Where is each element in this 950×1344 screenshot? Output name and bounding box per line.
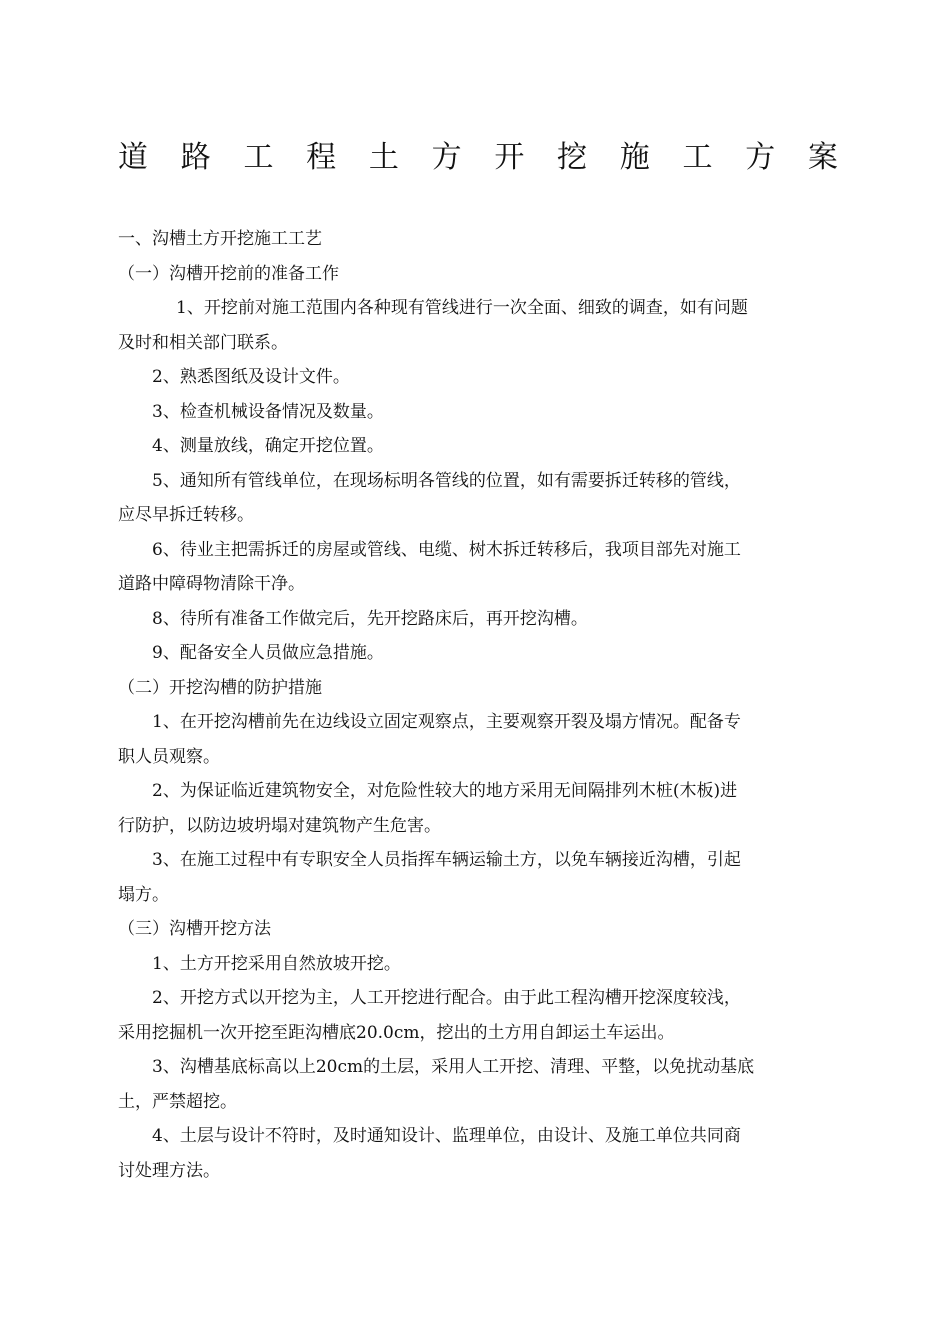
paragraph-line: 3、在施工过程中有专职安全人员指挥车辆运输土方，以免车辆接近沟槽，引起 <box>152 850 741 870</box>
paragraph <box>118 429 834 464</box>
section-heading: （二）开挖沟槽的防护措施 <box>118 677 322 698</box>
paragraph-line: 4、测量放线，确定开挖位置。 <box>152 436 384 456</box>
title-char: 路 <box>180 140 211 175</box>
paragraph <box>118 291 834 360</box>
paragraph-line: 5、通知所有管线单位，在现场标明各管线的位置，如有需要拆迁转移的管线， <box>152 470 741 491</box>
document-title <box>118 135 838 181</box>
paragraph-line: 1、土方开挖采用自然放坡开挖。 <box>152 953 401 974</box>
paragraph <box>118 981 834 1050</box>
paragraph-line: 讨处理方法。 <box>118 1160 220 1181</box>
paragraph <box>118 602 834 637</box>
paragraph-line: 2、为保证临近建筑物安全，对危险性较大的地方采用无间隔排列木桩(木板)进 <box>152 781 738 801</box>
paragraph-line: 塌方。 <box>118 884 169 905</box>
paragraph <box>118 464 834 533</box>
paragraph-line: 土，严禁超挖。 <box>118 1091 237 1112</box>
title-char: 方 <box>745 140 776 175</box>
paragraph-line: 采用挖掘机一次开挖至距沟槽底20.0cm，挖出的土方用自卸运土车运出。 <box>118 1022 675 1043</box>
paragraph <box>118 947 834 982</box>
paragraph-line: 道路中障碍物清除干净。 <box>118 574 305 594</box>
section-heading: （三）沟槽开挖方法 <box>118 919 271 939</box>
title-char: 开 <box>494 140 525 175</box>
title-char: 方 <box>431 140 462 175</box>
paragraph-line: 4、土层与设计不符时，及时通知设计、监理单位，由设计、及施工单位共同商 <box>152 1126 741 1146</box>
document-body <box>118 222 834 1188</box>
paragraph-line: 及时和相关部门联系。 <box>118 332 288 353</box>
title-char: 施 <box>619 140 650 175</box>
title-char: 工 <box>243 140 274 175</box>
paragraph-line: 1、开挖前对施工范围内各种现有管线进行一次全面、细致的调查，如有问题 <box>176 298 748 318</box>
paragraph <box>118 843 834 912</box>
paragraph-line: 2、熟悉图纸及设计文件。 <box>152 367 350 387</box>
paragraph-line: 行防护，以防边坡坍塌对建筑物产生危害。 <box>118 815 441 836</box>
title-char: 案 <box>807 140 838 175</box>
paragraph-line: 职人员观察。 <box>118 746 220 767</box>
paragraph-line: 6、待业主把需拆迁的房屋或管线、电缆、树木拆迁转移后，我项目部先对施工 <box>152 539 741 560</box>
section-heading: （一）沟槽开挖前的准备工作 <box>118 263 339 284</box>
paragraph-line: 8、待所有准备工作做完后，先开挖路床后，再开挖沟槽。 <box>152 608 588 629</box>
paragraph <box>118 360 834 395</box>
paragraph-line: 9、配备安全人员做应急措施。 <box>152 643 384 663</box>
paragraph-line: 3、检查机械设备情况及数量。 <box>152 401 384 422</box>
paragraph-line: 1、在开挖沟槽前先在边线设立固定观察点，主要观察开裂及塌方情况。配备专 <box>152 712 741 732</box>
title-char: 道 <box>118 140 148 175</box>
title-char: 工 <box>682 140 713 175</box>
paragraph <box>118 636 834 671</box>
paragraph <box>118 1119 834 1188</box>
paragraph-line: 应尽早拆迁转移。 <box>118 505 254 525</box>
paragraph-line: 2、开挖方式以开挖为主，人工开挖进行配合。由于此工程沟槽开挖深度较浅， <box>152 988 741 1008</box>
paragraph <box>118 774 834 843</box>
paragraph <box>118 395 834 430</box>
paragraph-line: 3、沟槽基底标高以上20cm的土层，采用人工开挖、清理、平整，以免扰动基底 <box>152 1057 755 1077</box>
section-heading: 一、沟槽土方开挖施工工艺 <box>118 229 322 249</box>
title-char: 程 <box>306 140 337 175</box>
paragraph <box>118 1050 834 1119</box>
title-char: 挖 <box>557 140 588 175</box>
paragraph <box>118 533 834 602</box>
paragraph <box>118 705 834 774</box>
title-char: 土 <box>368 140 399 175</box>
